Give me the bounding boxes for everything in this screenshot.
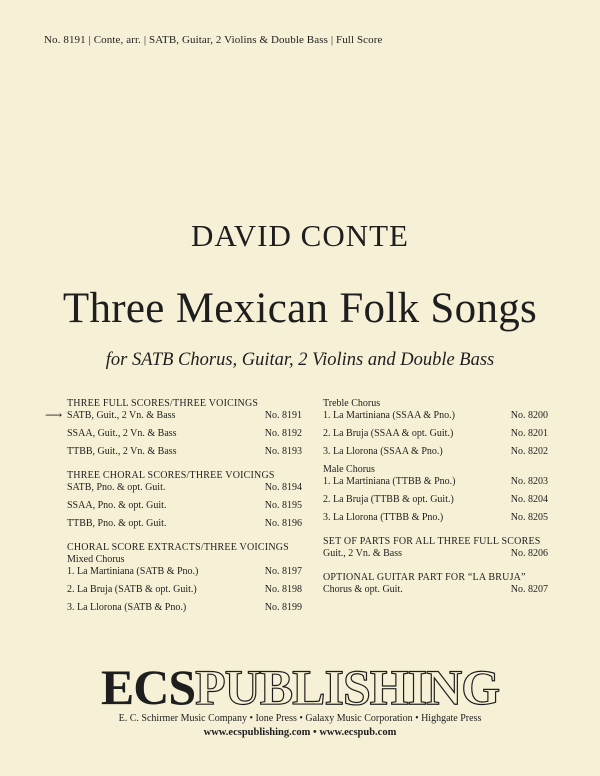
item-label: SSAA, Pno. & opt. Guit.: [67, 500, 167, 511]
catalog-left-column: [45, 398, 302, 614]
catalog-row: [67, 602, 302, 614]
catalog-row: [67, 446, 302, 458]
catalog-row: [323, 512, 548, 524]
catalog-row: [67, 482, 302, 494]
item-number: No. 8196: [264, 518, 302, 529]
arrow-right-icon: ⟶: [45, 408, 63, 422]
section-heading-extracts: CHORAL SCORE EXTRACTS/THREE VOICINGS: [67, 542, 289, 553]
catalog-row: [323, 494, 548, 506]
item-number: No. 8207: [510, 584, 548, 595]
catalog-header-line: No. 8191 | Conte, arr. | SATB, Guitar, 2 Violins & Double Bass | Full Score: [44, 34, 383, 46]
item-number: No. 8205: [510, 512, 548, 523]
subheading-mixed-chorus: Mixed Chorus: [67, 554, 125, 565]
catalog-row: [323, 548, 548, 560]
work-title: Three Mexican Folk Songs: [62, 285, 538, 332]
item-number: No. 8201: [510, 428, 548, 439]
subheading-treble-chorus: Treble Chorus: [323, 398, 381, 409]
catalog-row: [323, 584, 548, 596]
catalog-row: [67, 584, 302, 596]
item-number: No. 8192: [264, 428, 302, 439]
item-label: Chorus & opt. Guit.: [323, 584, 403, 595]
catalog-row: [323, 446, 548, 458]
catalog-row: [323, 428, 548, 440]
item-number: No. 8191: [264, 410, 302, 421]
section-heading-full-scores: THREE FULL SCORES/THREE VOICINGS: [67, 398, 259, 409]
publisher-imprints: E. C. Schirmer Music Company • Ione Press • Galaxy Music Corporation • Highgate Press: [118, 713, 482, 724]
catalog-right-column: [323, 398, 548, 596]
section-heading-guitar-part: OPTIONAL GUITAR PART FOR “LA BRUJA”: [323, 572, 526, 583]
item-label: 1. La Martiniana (SSAA & Pno.): [323, 410, 455, 421]
item-label: TTBB, Guit., 2 Vn. & Bass: [67, 446, 177, 457]
item-number: No. 8200: [510, 410, 548, 421]
item-label: 2. La Bruja (TTBB & opt. Guit.): [323, 494, 454, 505]
publisher-logo: [0, 659, 600, 715]
work-subtitle: for SATB Chorus, Guitar, 2 Violins and Double Bass: [105, 350, 495, 370]
composer-name: DAVID CONTE: [191, 218, 409, 253]
catalog-row: [323, 476, 548, 488]
item-label: 1. La Martiniana (TTBB & Pno.): [323, 476, 456, 487]
item-label: 1. La Martiniana (SATB & Pno.): [67, 566, 199, 577]
item-label: 3. La Llorona (TTBB & Pno.): [323, 512, 444, 523]
item-label: SSAA, Guit., 2 Vn. & Bass: [67, 428, 177, 439]
item-number: No. 8198: [264, 584, 302, 595]
item-number: No. 8204: [510, 494, 548, 505]
item-number: No. 8206: [510, 548, 548, 559]
item-label: 2. La Bruja (SATB & opt. Guit.): [67, 584, 197, 595]
item-label: 3. La Llorona (SSAA & Pno.): [323, 446, 443, 457]
logo-ecs: ECS: [100, 659, 196, 715]
catalog-row: [67, 428, 302, 440]
publisher-websites: www.ecspublishing.com • www.ecspub.com: [203, 727, 397, 738]
item-label: SATB, Guit., 2 Vn. & Bass: [67, 410, 176, 421]
catalog-row: [45, 408, 302, 422]
item-label: 2. La Bruja (SSAA & opt. Guit.): [323, 428, 454, 439]
item-number: No. 8197: [264, 566, 302, 577]
item-label: 3. La Llorona (SATB & Pno.): [67, 602, 187, 613]
catalog-row: [67, 566, 302, 578]
item-number: No. 8203: [510, 476, 548, 487]
item-number: No. 8193: [264, 446, 302, 457]
item-label: SATB, Pno. & opt. Guit.: [67, 482, 166, 493]
item-label: TTBB, Pno. & opt. Guit.: [67, 518, 167, 529]
section-heading-parts: SET OF PARTS FOR ALL THREE FULL SCORES: [323, 536, 541, 547]
logo-publishing: PUBLISHING: [195, 659, 500, 715]
catalog-row: [323, 410, 548, 422]
item-number: No. 8195: [264, 500, 302, 511]
section-heading-choral-scores: THREE CHORAL SCORES/THREE VOICINGS: [67, 470, 275, 481]
subheading-male-chorus: Male Chorus: [323, 464, 375, 475]
item-number: No. 8199: [264, 602, 302, 613]
item-number: No. 8194: [264, 482, 302, 493]
item-number: No. 8202: [510, 446, 548, 457]
item-label: Guit., 2 Vn. & Bass: [323, 548, 402, 559]
catalog-row: [67, 518, 302, 530]
catalog-row: [67, 500, 302, 512]
